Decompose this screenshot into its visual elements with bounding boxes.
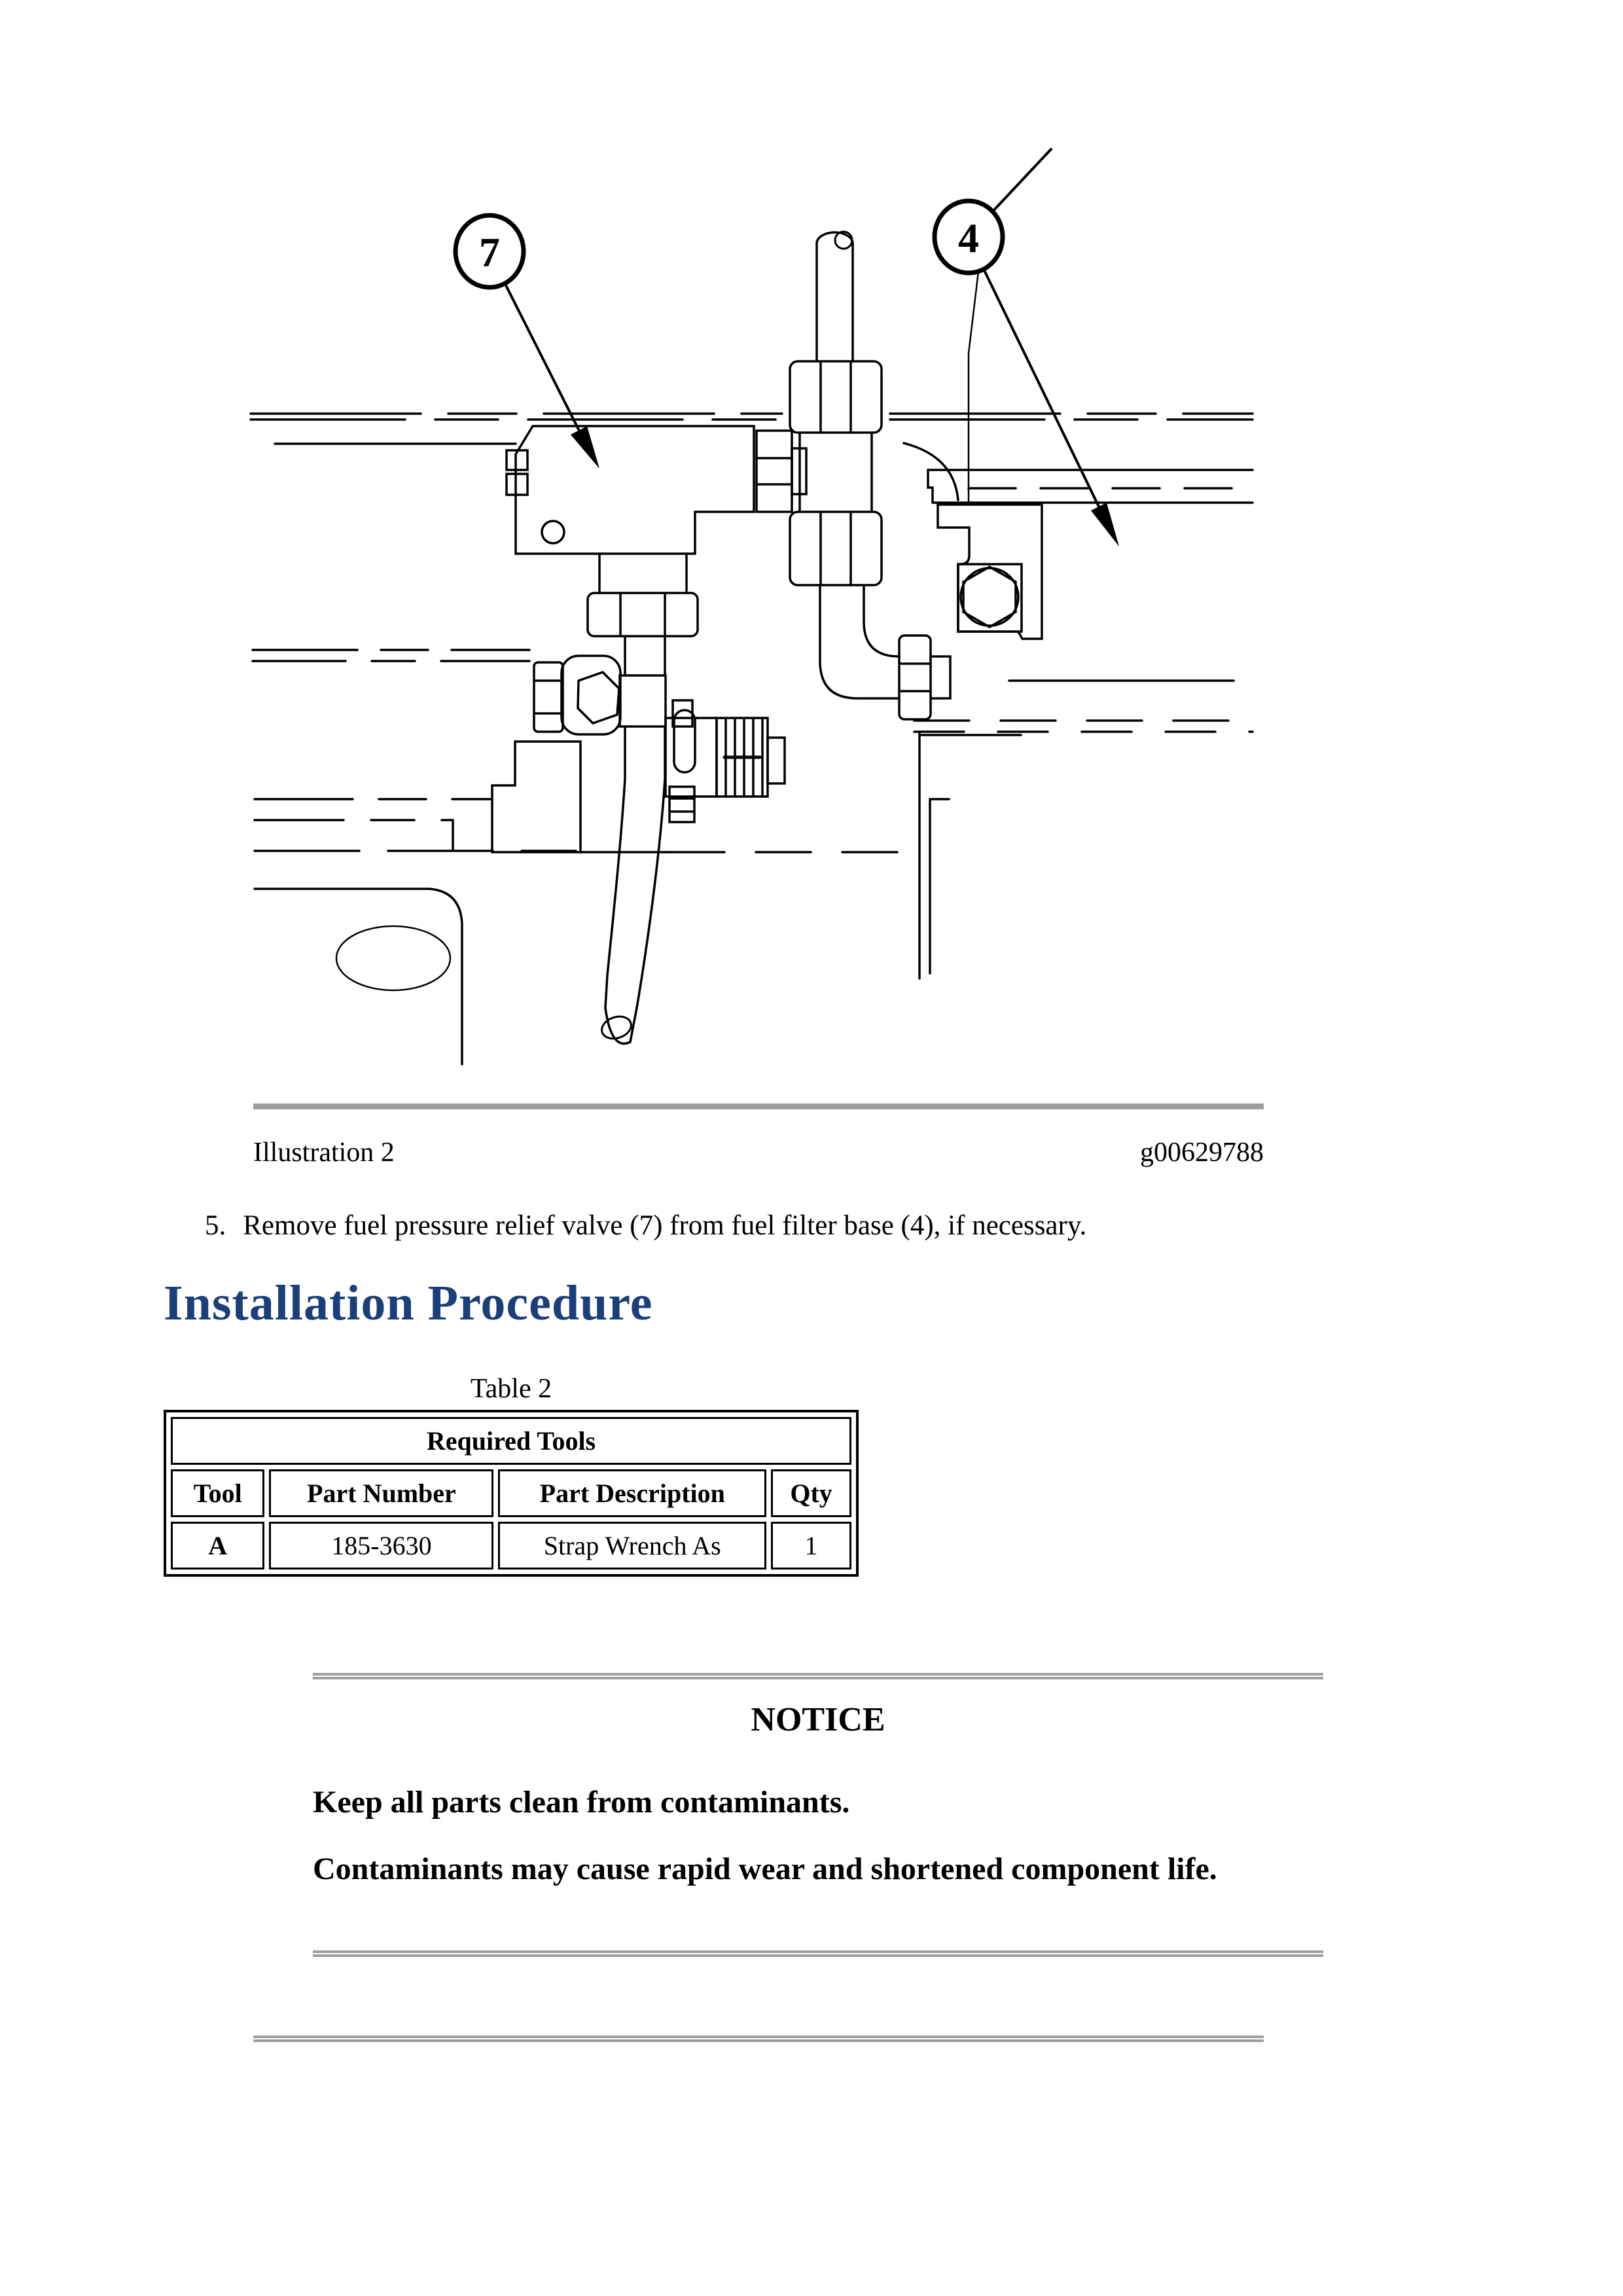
fuel-line-tube-assembly [790,232,950,719]
procedure-step-5 [205,1208,1265,1244]
illustration-caption: Illustration 2 [253,1138,395,1168]
fuel-filter-base-bracket [904,272,1253,978]
technical-illustration [0,0,1623,1126]
callout-7 [455,215,599,469]
engine-housing-outline [255,889,462,1064]
callout-4-label: 4 [958,215,979,261]
page-bottom-separator [253,2036,1264,2042]
section-heading: Installation Procedure [164,1276,653,1331]
figure-code: g00629788 [1140,1138,1264,1168]
relief-valve-body [507,426,806,675]
notice-divider-top [313,1673,1323,1679]
table-label: Table 2 [470,1374,552,1404]
table-cell-part-number: 185-3630 [269,1522,493,1570]
illustration-separator [253,1103,1264,1109]
table-cell-part-description: Strap Wrench As [498,1522,766,1570]
table-row [171,1522,851,1570]
illustration-caption-row [253,1138,1264,1168]
callout-4 [935,149,1119,547]
table-header-cell: Part Description [498,1469,766,1517]
notice-title: NOTICE [751,1701,885,1738]
callout-7-arrowhead [571,426,599,469]
mounting-plate [492,742,669,852]
table-cell-qty: 1 [771,1522,851,1570]
table-title-cell: Required Tools [171,1417,851,1465]
required-tools-table [164,1410,859,1577]
notice-line: Keep all parts clean from contaminants. [313,1785,850,1820]
step-number: 5. [205,1210,226,1241]
fuel-hose [599,726,665,1043]
table-header-cell: Qty [771,1469,851,1517]
panel-centerlines [251,414,1253,852]
callout-4-arrowhead [1091,503,1119,547]
table-header-cell: Part Number [269,1469,493,1517]
table-header-cell: Tool [171,1469,264,1517]
table-cell-tool: A [171,1522,264,1570]
step-text: Remove fuel pressure relief valve (7) from fuel filter base (4), if necessary. [243,1210,1087,1241]
table-header-row [171,1469,851,1517]
lower-junction-fittings [534,656,785,822]
callout-7-label: 7 [479,229,500,276]
notice-line: Contaminants may cause rapid wear and shortened component life. [313,1852,1217,1886]
table-title-row [171,1417,851,1465]
notice-divider-bottom [313,1950,1323,1957]
